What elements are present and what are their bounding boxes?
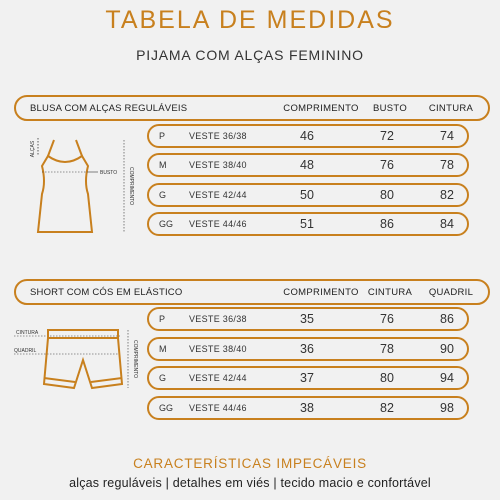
value-length: 35: [300, 312, 314, 326]
features-text: alças reguláveis | detalhes em viés | tecido macio e confortável: [69, 476, 431, 490]
veste-label: VESTE 38/40: [189, 160, 247, 170]
value-length: 46: [300, 129, 314, 143]
veste-label: VESTE 42/44: [189, 373, 247, 383]
shorts-label-hip: QUADRIL: [14, 348, 37, 354]
blouse-label-straps: ALÇAS: [30, 140, 36, 158]
shorts-header: [14, 279, 490, 305]
blouse-header: [14, 95, 490, 121]
veste-label: VESTE 44/46: [189, 403, 247, 413]
value-waist: 84: [440, 217, 454, 231]
blouse-row-gg: [147, 212, 469, 236]
value-length: 38: [300, 401, 314, 415]
value-length: 36: [300, 342, 314, 356]
value-bust: 86: [380, 217, 394, 231]
blouse-col-length: COMPRIMENTO: [283, 102, 359, 114]
blouse-label-bust: BUSTO: [100, 170, 118, 176]
blouse-col-bust: BUSTO: [372, 102, 408, 114]
value-waist: 74: [440, 129, 454, 143]
veste-label: VESTE 36/38: [189, 314, 247, 324]
veste-label: VESTE 38/40: [189, 344, 247, 354]
shorts-col-length: COMPRIMENTO: [283, 286, 359, 298]
value-bust: 80: [380, 188, 394, 202]
size-label: P: [159, 314, 166, 324]
value-hip: 86: [440, 312, 454, 326]
value-bust: 72: [380, 129, 394, 143]
value-waist: 80: [380, 371, 394, 385]
shorts-illustration: [8, 312, 144, 396]
value-waist: 76: [380, 312, 394, 326]
value-hip: 98: [440, 401, 454, 415]
page-title: TABELA DE MEDIDAS: [105, 6, 395, 34]
value-bust: 76: [380, 158, 394, 172]
size-label: P: [159, 131, 166, 141]
size-label: G: [159, 373, 167, 383]
size-label: GG: [159, 403, 174, 413]
value-hip: 90: [440, 342, 454, 356]
blouse-col-waist: CINTURA: [428, 102, 474, 114]
shorts-col-hip: QUADRIL: [428, 286, 474, 298]
shorts-col-waist: CINTURA: [367, 286, 413, 298]
size-label: M: [159, 344, 167, 354]
blouse-row-p: [147, 124, 469, 148]
page-subtitle: PIJAMA COM ALÇAS FEMININO: [136, 47, 364, 63]
shorts-row-gg: [147, 396, 469, 420]
shorts-label-length: COMPRIMENTO: [132, 340, 138, 378]
value-hip: 94: [440, 371, 454, 385]
shorts-row-p: [147, 307, 469, 331]
blouse-header-title: BLUSA COM ALÇAS REGULÁVEIS: [30, 102, 188, 114]
features-title: CARACTERÍSTICAS IMPECÁVEIS: [133, 456, 367, 471]
size-label: G: [159, 190, 167, 200]
value-waist: 78: [440, 158, 454, 172]
value-length: 37: [300, 371, 314, 385]
value-length: 50: [300, 188, 314, 202]
value-waist: 82: [440, 188, 454, 202]
blouse-illustration: [14, 124, 144, 244]
size-label: GG: [159, 219, 174, 229]
value-length: 48: [300, 158, 314, 172]
shorts-row-m: [147, 337, 469, 361]
veste-label: VESTE 36/38: [189, 131, 247, 141]
value-waist: 82: [380, 401, 394, 415]
shorts-row-g: [147, 366, 469, 390]
size-label: M: [159, 160, 167, 170]
shorts-header-title: SHORT COM CÓS EM ELÁSTICO: [30, 286, 183, 298]
value-waist: 78: [380, 342, 394, 356]
blouse-row-g: [147, 183, 469, 207]
value-length: 51: [300, 217, 314, 231]
veste-label: VESTE 44/46: [189, 219, 247, 229]
blouse-row-m: [147, 153, 469, 177]
blouse-label-length: COMPRIMENTO: [128, 167, 134, 205]
shorts-label-waist: CINTURA: [16, 330, 39, 336]
veste-label: VESTE 42/44: [189, 190, 247, 200]
